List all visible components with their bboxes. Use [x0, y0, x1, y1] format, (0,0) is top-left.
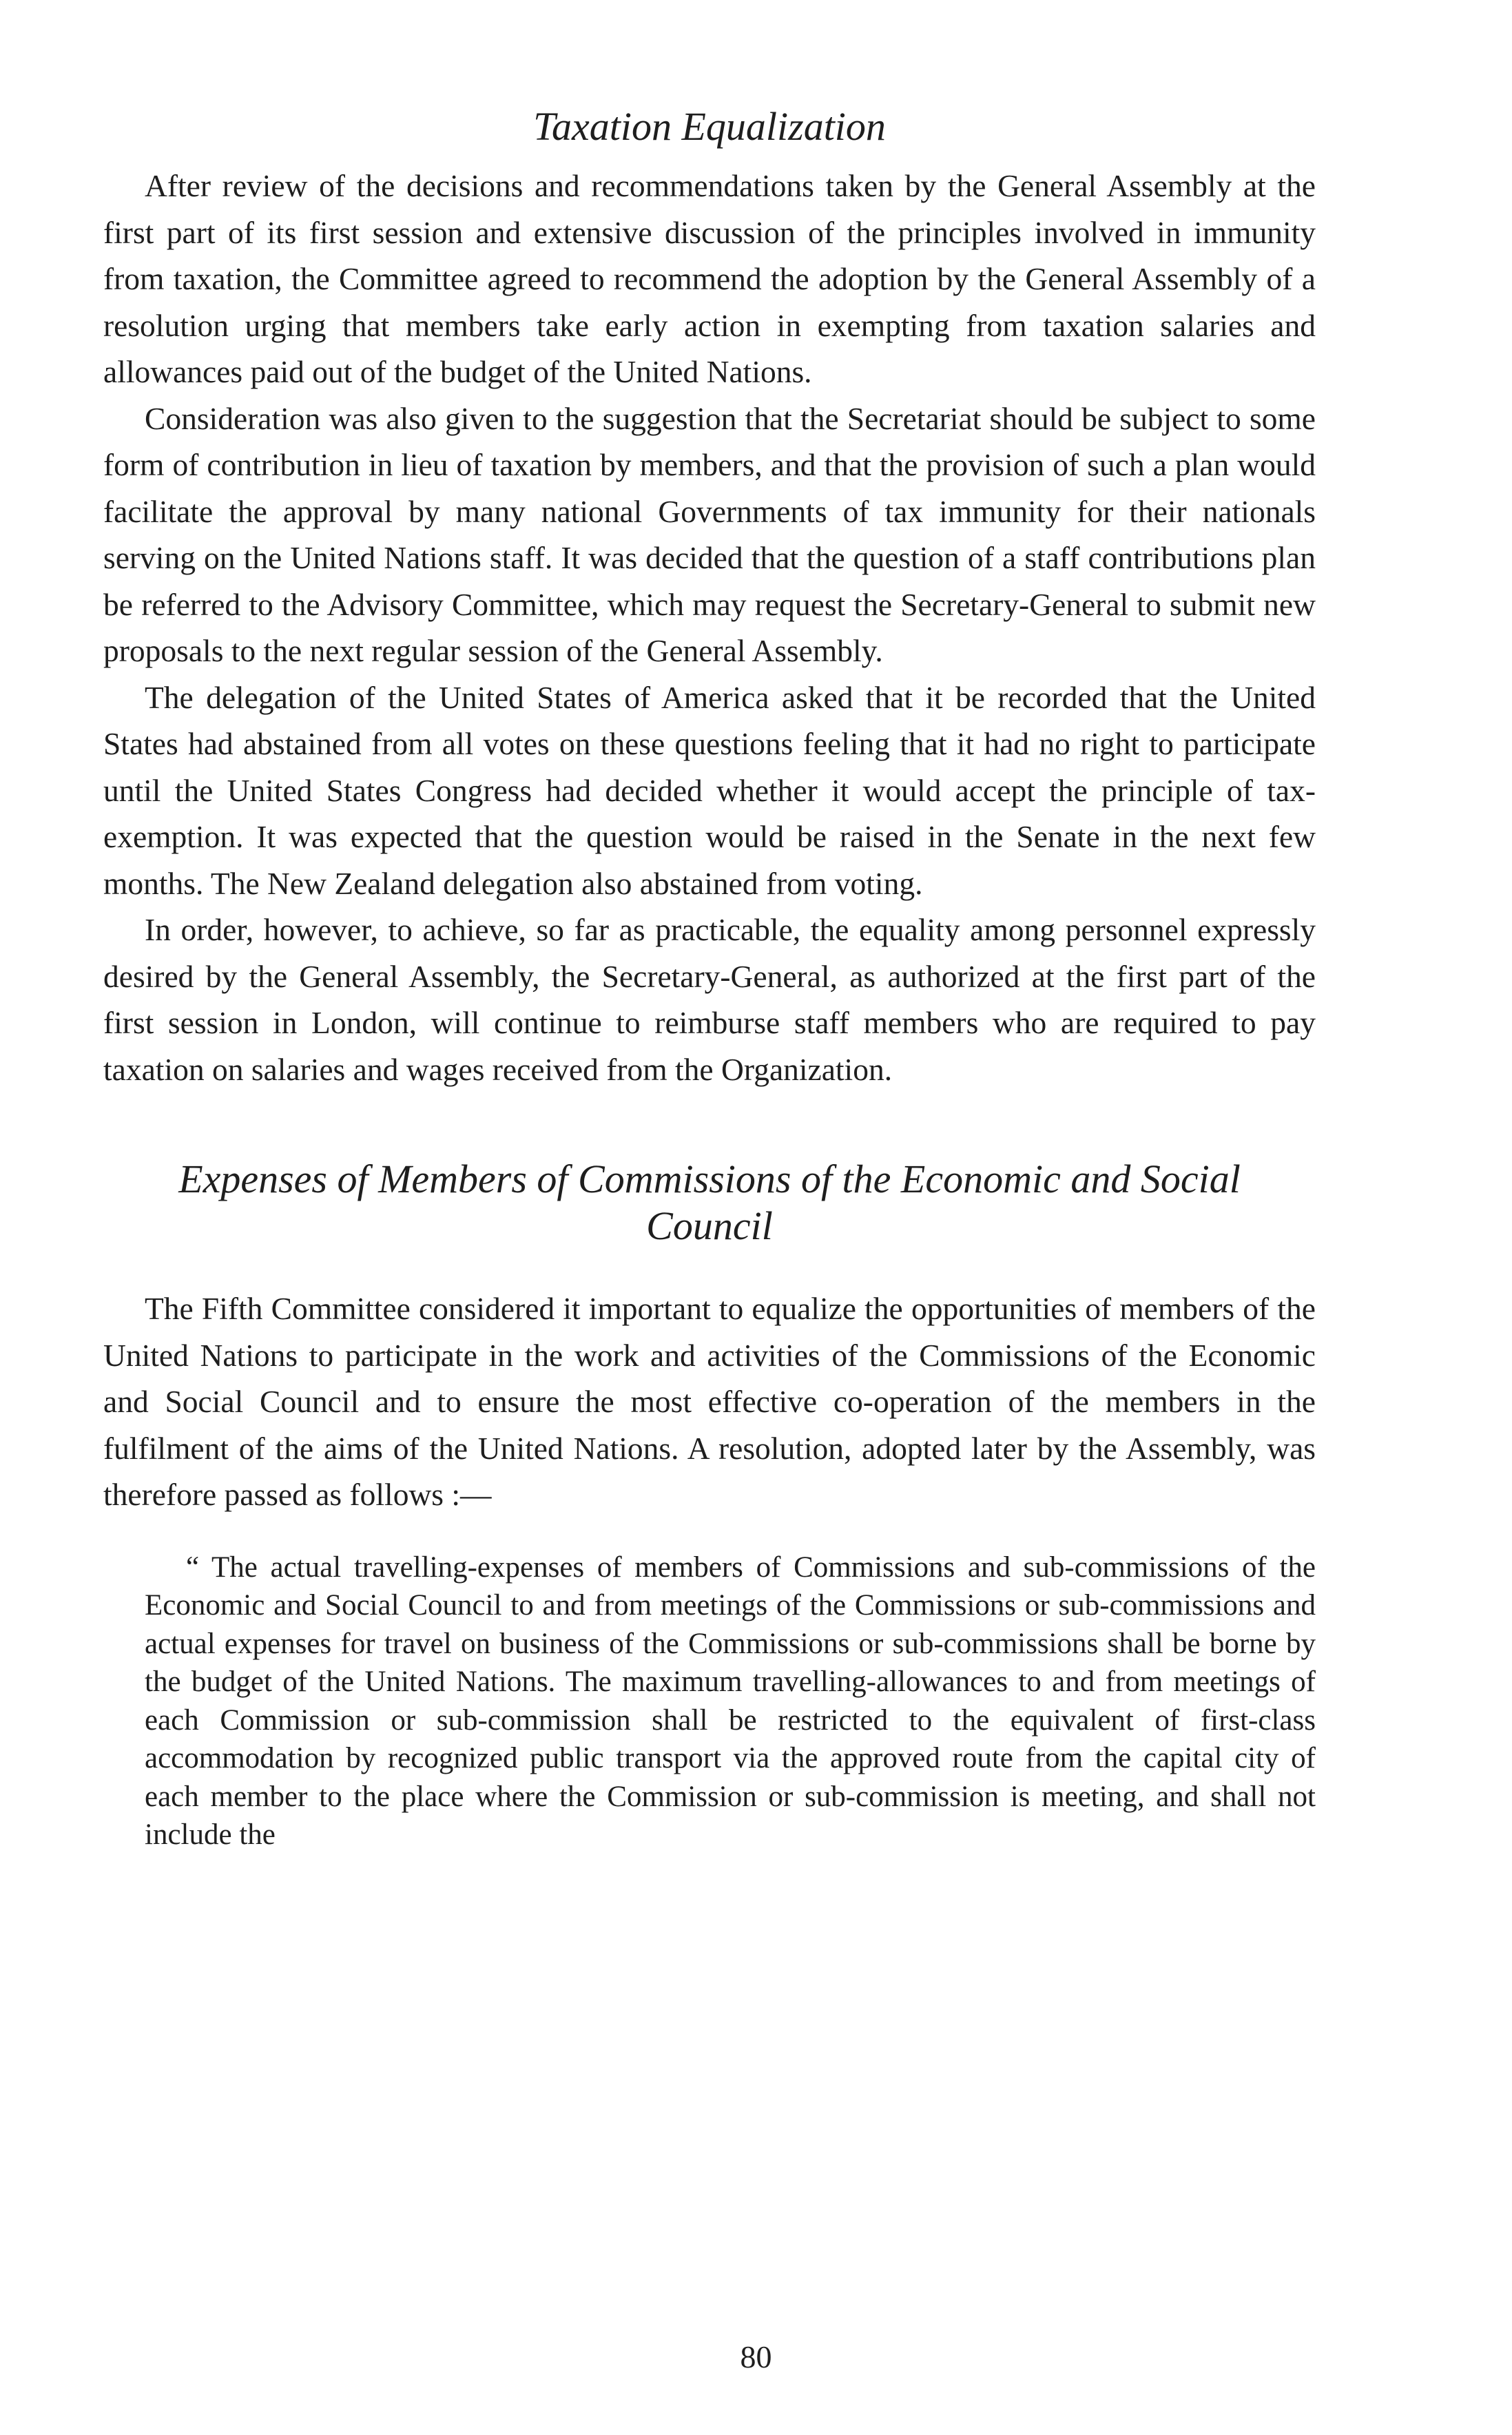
section-taxation-equalization	[103, 103, 1316, 1092]
document-page	[103, 103, 1316, 1854]
paragraph: The delegation of the United States of America asked that it be recorded that the United States had abstained from all votes on these questions feeling that it had no right to participate until the United States Congress had decided whether it would accept the principle of tax-exemption. It was expected that the question would be raised in the Senate in the next few months. The New Zealand delegation also abstained from voting.	[103, 679, 1316, 901]
section-heading-line: Expenses of Members of Commissions of the Economic and Social	[178, 1157, 1241, 1201]
section-commission-expenses	[103, 1156, 1316, 1854]
paragraph: The Fifth Committee considered it important to equalize the opportunities of members of the United Nations to participate in the work and activities of the Commissions of the Economic and Social Council and to ensure the most effective co-operation of the members in the fulfilment of the aims of the United Nations. A resolution, adopted later by the Assembly, was therefore passed as follows :—	[103, 1291, 1316, 1512]
section-heading-line: Council	[646, 1203, 773, 1248]
paragraph: In order, however, to achieve, so far as practicable, the equality among personnel expressly desired by the General Assembly, the Secretary-General, as authorized at the first part of the first session in London, will continue to reimburse staff members who are required to pay taxation on salaries and wages received from the Organization.	[103, 912, 1316, 1087]
resolution-quote: “ The actual travelling-expenses of members of Commissions and sub-commissions of the Economic and Social Council to and from meetings of the Commissions or sub-commissions and actual expenses for travel on business of the Commissions or sub-commissions shall be borne by the budget of the United Nations. The maximum travelling-allowances to and from meetings of each Commission or sub-commission shall be restricted to the equivalent of first-class accommodation by recognized public transport via the approved route from the capital city of each member to the place where the Commission or sub-commission is meeting, and shall not include the	[145, 1551, 1316, 1851]
paragraph: After review of the decisions and recommendations taken by the General Assembly at the first part of its first session and extensive discussion of the principles involved in immunity from taxation, the Committee agreed to recommend the adoption by the General Assembly of a resolution urging that members take early action in exempting from taxation salaries and allowances paid out of the budget of the United Nations.	[103, 168, 1316, 389]
section-heading	[103, 1156, 1316, 1250]
page-number: 80	[740, 2339, 772, 2374]
paragraph: Consideration was also given to the suggestion that the Secretariat should be subject to some form of contribution in lieu of taxation by members, and that the provision of such a plan would facilitate the approval by many national Governments of tax immunity for their nationals serving on the United Nations staff. It was decided that the question of a staff contributions plan be referred to the Advisory Committee, which may request the Secretary-General to submit new proposals to the next regular session of the General Assembly.	[103, 400, 1316, 668]
section-heading: Taxation Equalization	[533, 104, 886, 149]
